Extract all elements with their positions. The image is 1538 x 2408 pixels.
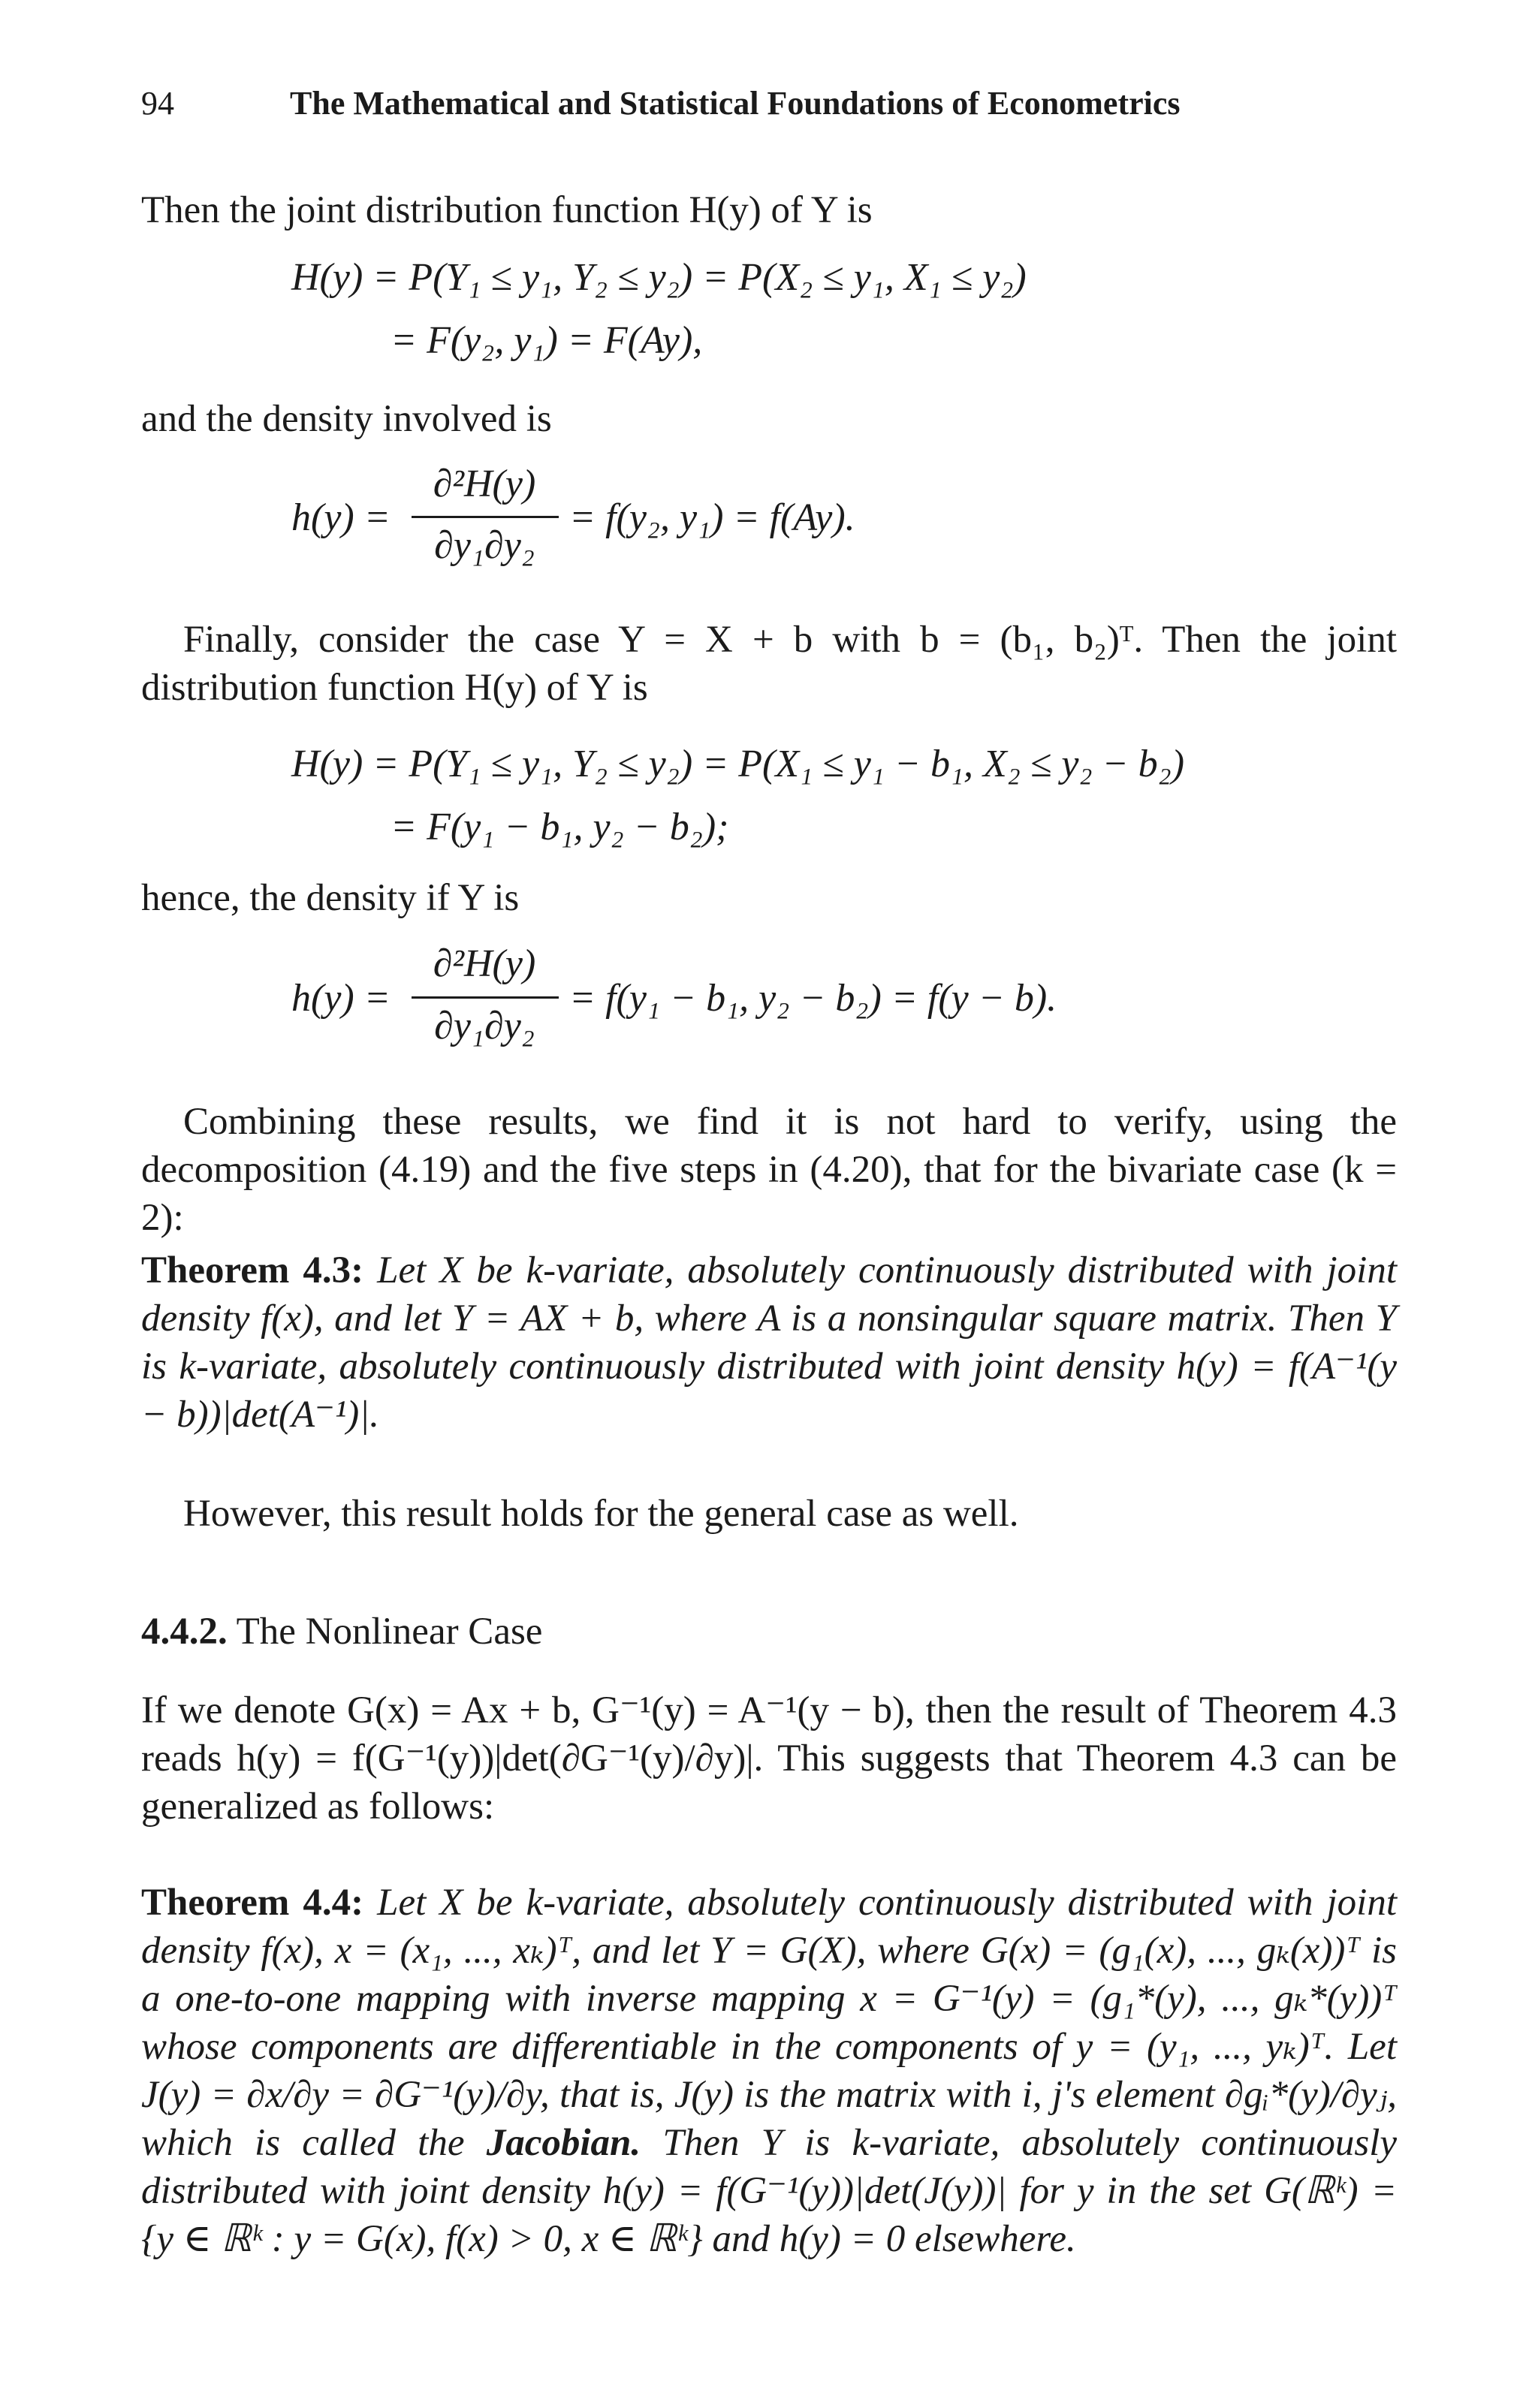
jacobian-term: Jacobian. (486, 2122, 641, 2164)
section-title: The Nonlinear Case (236, 1611, 543, 1653)
fraction-numerator: ∂²H(y) (433, 942, 536, 985)
paragraph-hence: hence, the density if Y is (141, 877, 520, 919)
running-title: The Mathematical and Statistical Foundations of Econometrics (290, 85, 1181, 122)
fraction-bar (412, 996, 559, 999)
theorem-body-end: Then Y is k-variate, absolutely continuously distributed with joint density h(y) = f(G⁻¹(y))|det(J(y))| for y in the set G(ℝᵏ) = {y ∈ ℝᵏ : y = G(x), f(x) > 0, x ∈ ℝᵏ} and h(y) = 0 elsewhere. (141, 2122, 1397, 2260)
paragraph-finally: Finally, consider the case Y = X + b with b = (b₁, b₂)ᵀ. Then the joint distribution function H(y) of Y is (141, 619, 1397, 709)
equation-H-line2: = F(y₂, y₁) = F(Ay), (391, 319, 703, 362)
page-number: 94 (141, 85, 174, 122)
theorem-label: Theorem 4.3: (141, 1249, 364, 1291)
equation-lhs: h(y) = (291, 977, 391, 1020)
theorem-label: Theorem 4.4: (141, 1882, 364, 1924)
paragraph-general-case: However, this result holds for the general case as well. (183, 1493, 1019, 1535)
fraction-numerator: ∂²H(y) (433, 463, 536, 505)
theorem-4-3 (141, 1246, 1397, 1439)
paragraph-joint-distribution: Then the joint distribution function H(y) of Y is (141, 189, 873, 231)
equation-H-shift-line2: = F(y₁ − b₁, y₂ − b₂); (391, 806, 729, 848)
equation-rhs: = f(y₁ − b₁, y₂ − b₂) = f(y − b). (569, 977, 1057, 1020)
fraction-denominator: ∂y₁∂y₂ (434, 1005, 535, 1047)
paragraph-density-involved: and the density involved is (141, 398, 552, 440)
theorem-body: Let X be k-variate, absolutely continuously distributed with joint density f(x), and let Y = AX + b, where A is a nonsingular square matrix. Then Y is k-variate, absolutely continuously distributed with joint density h(y) = f(A⁻¹(y − b))|det(A⁻¹)|. (141, 1249, 1397, 1436)
page-header (141, 84, 1397, 129)
theorem-4-4 (141, 1879, 1397, 2263)
section-number: 4.4.2. (141, 1611, 228, 1653)
equation-H-line1: H(y) = P(Y₁ ≤ y₁, Y₂ ≤ y₂) = P(X₂ ≤ y₁, X₁ ≤ y₂) (291, 256, 1027, 299)
section-heading (141, 1610, 542, 1653)
fraction-denominator: ∂y₁∂y₂ (434, 524, 535, 567)
equation-lhs: h(y) = (291, 496, 391, 539)
paragraph-combining: Combining these results, we find it is not hard to verify, using the decomposition (4.19) and the five steps in (4.20), that for the bivariate case (k = 2): (141, 1101, 1397, 1239)
paragraph-nonlinear: If we denote G(x) = Ax + b, G⁻¹(y) = A⁻¹(y − b), then the result of Theorem 4.3 reads h(y) = f(G⁻¹(y))|det(∂G⁻¹(y)/∂y)|. This suggests that Theorem 4.3 can be generalized as follows: (141, 1689, 1397, 1828)
fraction-bar (412, 516, 559, 518)
theorem-body: Let X be k-variate, absolutely continuously distributed with joint density f(x), x = (x₁, ..., xₖ)ᵀ, and let Y = G(X), where G(x) = (g₁(x), ..., gₖ(x))ᵀ is a one-to-one mapping with inverse mapping x = G⁻¹(y) = (g₁*(y), ..., gₖ*(y))ᵀ whose components are differentiable in the components of y = (y₁, ..., yₖ)ᵀ. Let J(y) = ∂x/∂y = ∂G⁻¹(y)/∂y, that is, J(y) is the matrix with i, j's element ∂gᵢ*(y)/∂yⱼ, which is called the (141, 1882, 1397, 2164)
equation-H-shift-line1: H(y) = P(Y₁ ≤ y₁, Y₂ ≤ y₂) = P(X₁ ≤ y₁ − b₁, X₂ ≤ y₂ − b₂) (291, 743, 1185, 785)
equation-rhs: = f(y₂, y₁) = f(Ay). (569, 496, 855, 539)
